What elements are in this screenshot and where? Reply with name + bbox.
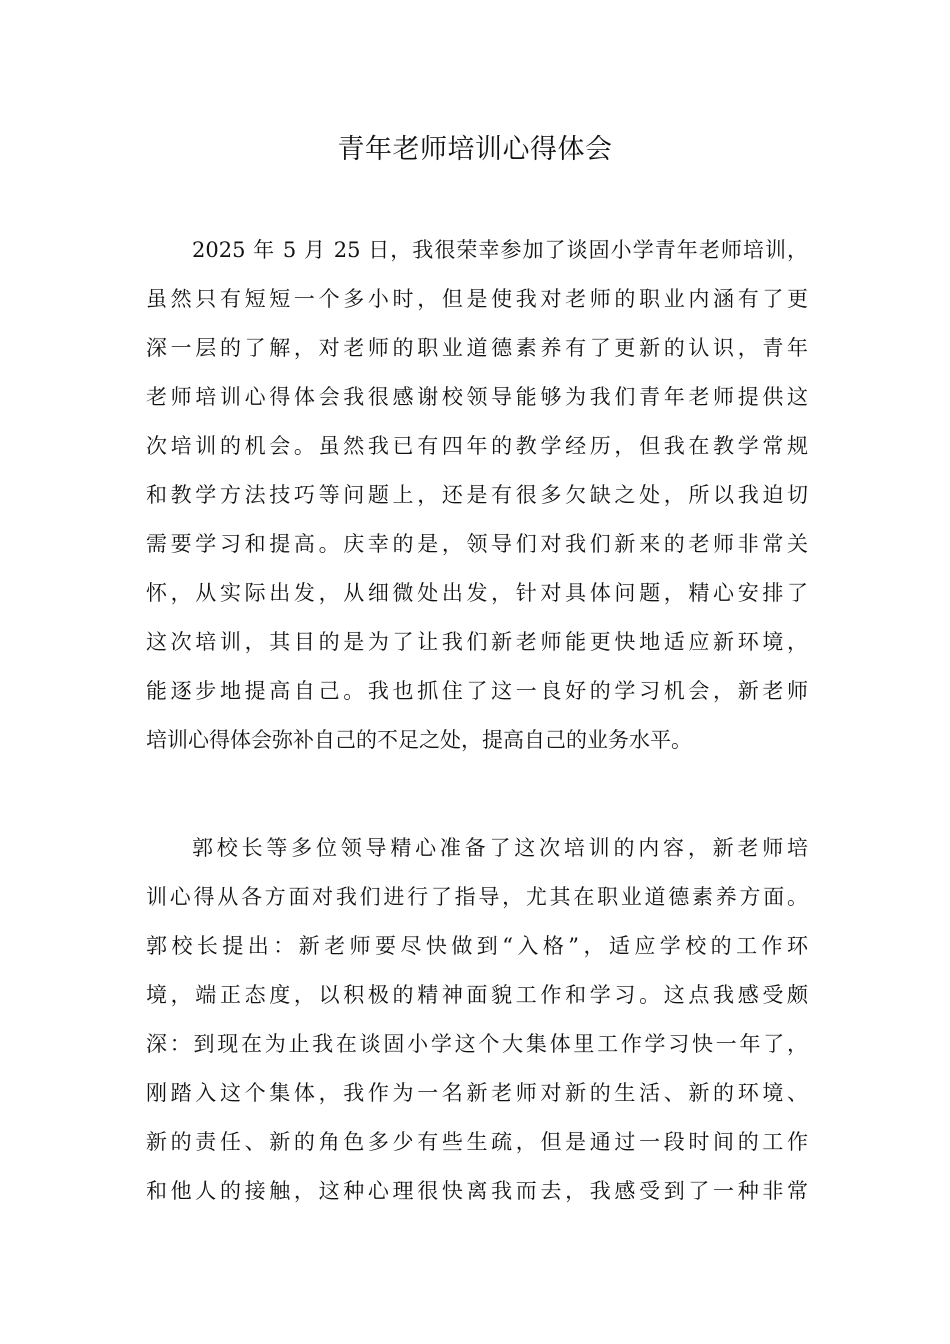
paragraph-line: 怀，从实际出发，从细微处出发，针对具体问题，精心安排了 — [146, 581, 808, 605]
paragraph-line: 老师培训心得体会我很感谢校领导能够为我们青年老师提供这 — [146, 385, 808, 409]
paragraph-line: 深一层的了解，对老师的职业道德素养有了更新的认识，青年 — [146, 336, 808, 360]
paragraph-1 — [146, 226, 808, 765]
paragraph-line: 这次培训，其目的是为了让我们新老师能更快地适应新环境， — [146, 630, 808, 654]
paragraph-line: 虽然只有短短一个多小时，但是使我对老师的职业内涵有了更 — [146, 287, 808, 311]
paragraph-line: 和他人的接触，这种心理很快离我而去，我感受到了一种非常 — [146, 1179, 808, 1203]
paragraph-line: 新的责任、新的角色多少有些生疏，但是通过一段时间的工作 — [146, 1130, 808, 1154]
paragraph-line: 刚踏入这个集体，我作为一名新老师对新的生活、新的环境、 — [146, 1081, 808, 1105]
paragraph-line: 郭校长等多位领导精心准备了这次培训的内容，新老师培 — [192, 836, 808, 860]
paragraph-line: 郭校长提出：新老师要尽快做到“入格”，适应学校的工作环 — [146, 934, 808, 958]
paragraph-line: 培训心得体会弥补自己的不足之处，提高自己的业务水平。 — [146, 728, 692, 752]
paragraph-line: 次培训的机会。虽然我已有四年的教学经历，但我在教学常规 — [146, 434, 808, 458]
paragraph-line: 需要学习和提高。庆幸的是，领导们对我们新来的老师非常关 — [146, 532, 808, 556]
paragraph-line: 能逐步地提高自己。我也抓住了这一良好的学习机会，新老师 — [146, 679, 808, 703]
paragraph-line: 境，端正态度，以积极的精神面貌工作和学习。这点我感受颇 — [146, 983, 808, 1007]
paragraph-line: 深：到现在为止我在谈固小学这个大集体里工作学习快一年了， — [146, 1032, 808, 1056]
paragraph-line: 和教学方法技巧等问题上，还是有很多欠缺之处，所以我迫切 — [146, 483, 808, 507]
paragraph-2 — [146, 824, 808, 1216]
paragraph-line: 2025 年 5 月 25 日，我很荣幸参加了谈固小学青年老师培训， — [192, 238, 808, 262]
document-title: 青年老师培训心得体会 — [337, 134, 613, 165]
paragraph-line: 训心得从各方面对我们进行了指导，尤其在职业道德素养方面。 — [146, 885, 808, 909]
